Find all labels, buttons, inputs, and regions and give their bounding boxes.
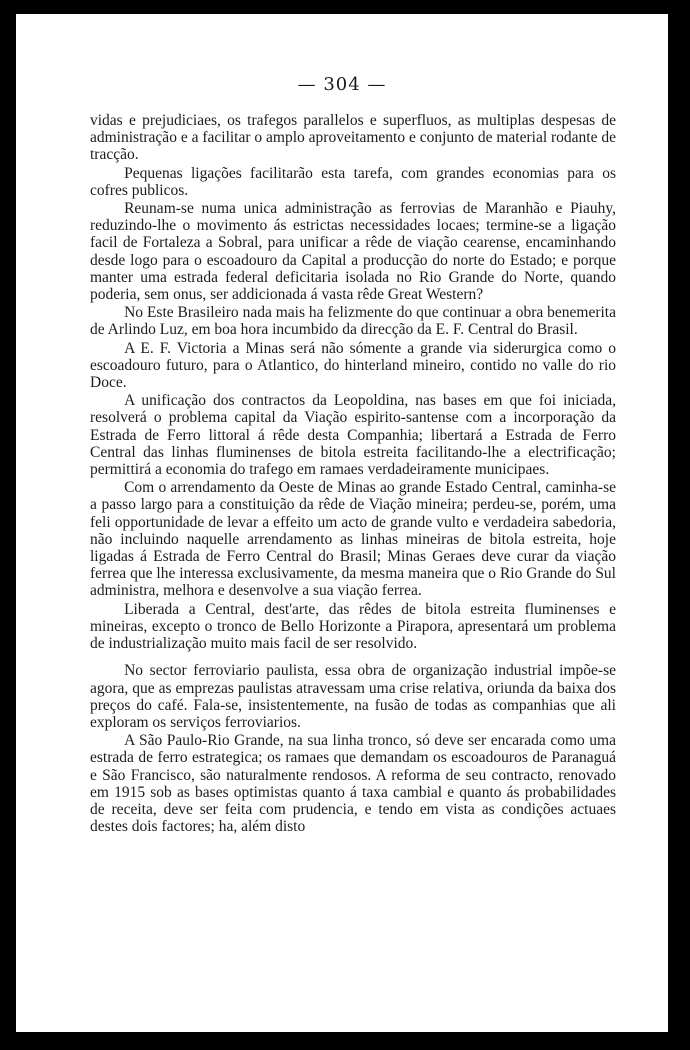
paragraph: A São Paulo-Rio Grande, na sua linha tronco, só deve ser encarada como uma estrada de ferro estrategica; os ramaes que demandam os escoadouros de Paranaguá e São Francisco, são naturalmente rendosos. A reforma de seu contracto, renovado em 1915 sob as bases optimistas quanto á taxa cambial e quanto ás probabilidades de receita, deve ser feita com prudencia, e tendo em vista as condições actuaes destes dois factores; ha, além disto [90, 732, 616, 836]
paragraph: Liberada a Central, dest'arte, das rêdes de bitola estreita fluminenses e mineiras, excepto o tronco de Bello Horizonte a Pirapora, apresentará um problema de industrialização muito mais facil de ser resolvido. [90, 600, 616, 653]
paragraph: Pequenas ligações facilitarão esta tarefa, com grandes economias para os cofres publicos. [90, 164, 616, 199]
paragraph: Com o arrendamento da Oeste de Minas ao grande Estado Central, caminha-se a passo largo para a constituição da rêde de Viação mineira; perdeu-se, porém, uma feli opportunidade de levar a effeito um acto de grande vulto e verdadeira sabedoria, não incluindo naquelle arrendamento as linhas mineiras de bitola estreita, hoje ligadas á Estrada de Ferro Central do Brasil; Minas Geraes deve curar da viação ferrea que lhe interessa exclusivamente, da mesma maneira que o Rio Grande do Sul administra, melhora e desenvolve a sua viação ferrea. [90, 479, 616, 600]
page-number: — 304 — [297, 74, 387, 95]
paragraph: A E. F. Victoria a Minas será não sómente a grande via siderurgica como o escoadouro futuro, para o Atlantico, do hinterland mineiro, contido no valle do rio Doce. [90, 339, 616, 392]
paragraph: No Este Brasileiro nada mais ha felizmente do que continuar a obra benemerita de Arlindo Luz, em boa hora incumbido da direcção da E. F. Central do Brasil. [90, 304, 616, 339]
paragraph: A unificação dos contractos da Leopoldina, nas bases em que foi iniciada, resolverá o problema capital da Viação espirito-santense com a incorporação da Estrada de Ferro littoral á rêde desta Companhia; libertará a Estrada de Ferro Central das linhas fluminenses de bitola estreita facilitando-lhe a electrificação; permittirá a economia do trafego em ramaes verdadeiramente municipaes. [90, 392, 616, 479]
book-page [16, 14, 668, 1032]
paragraph: Reunam-se numa unica administração as ferrovias de Maranhão e Piauhy, reduzindo-lhe o movimento ás estrictas necessidades locaes; termine-se a ligação facil de Fortaleza a Sobral, para unificar a rêde de viação cearense, encaminhando desde logo para o escoadouro da Capital a producção do norte do Estado; e porque manter uma estrada federal deficitaria isolada no Rio Grande do Norte, quando poderia, sem onus, ser addicionada á vasta rêde Great Western? [90, 200, 616, 304]
paragraph: vidas e prejudiciaes, os trafegos parallelos e superfluos, as multiplas despesas de administração e a facilitar o amplo aproveitamento e conjunto de material rodante de tracção. [90, 112, 616, 164]
paragraph: No sector ferroviario paulista, essa obra de organização industrial impõe-se agora, que as emprezas paulistas atravessam uma crise relativa, oriunda da baixa dos preços do café. Fala-se, insistentemente, na fusão de todas as companhias que ali exploram os serviços ferroviarios. [90, 662, 616, 731]
body-text [90, 112, 616, 836]
